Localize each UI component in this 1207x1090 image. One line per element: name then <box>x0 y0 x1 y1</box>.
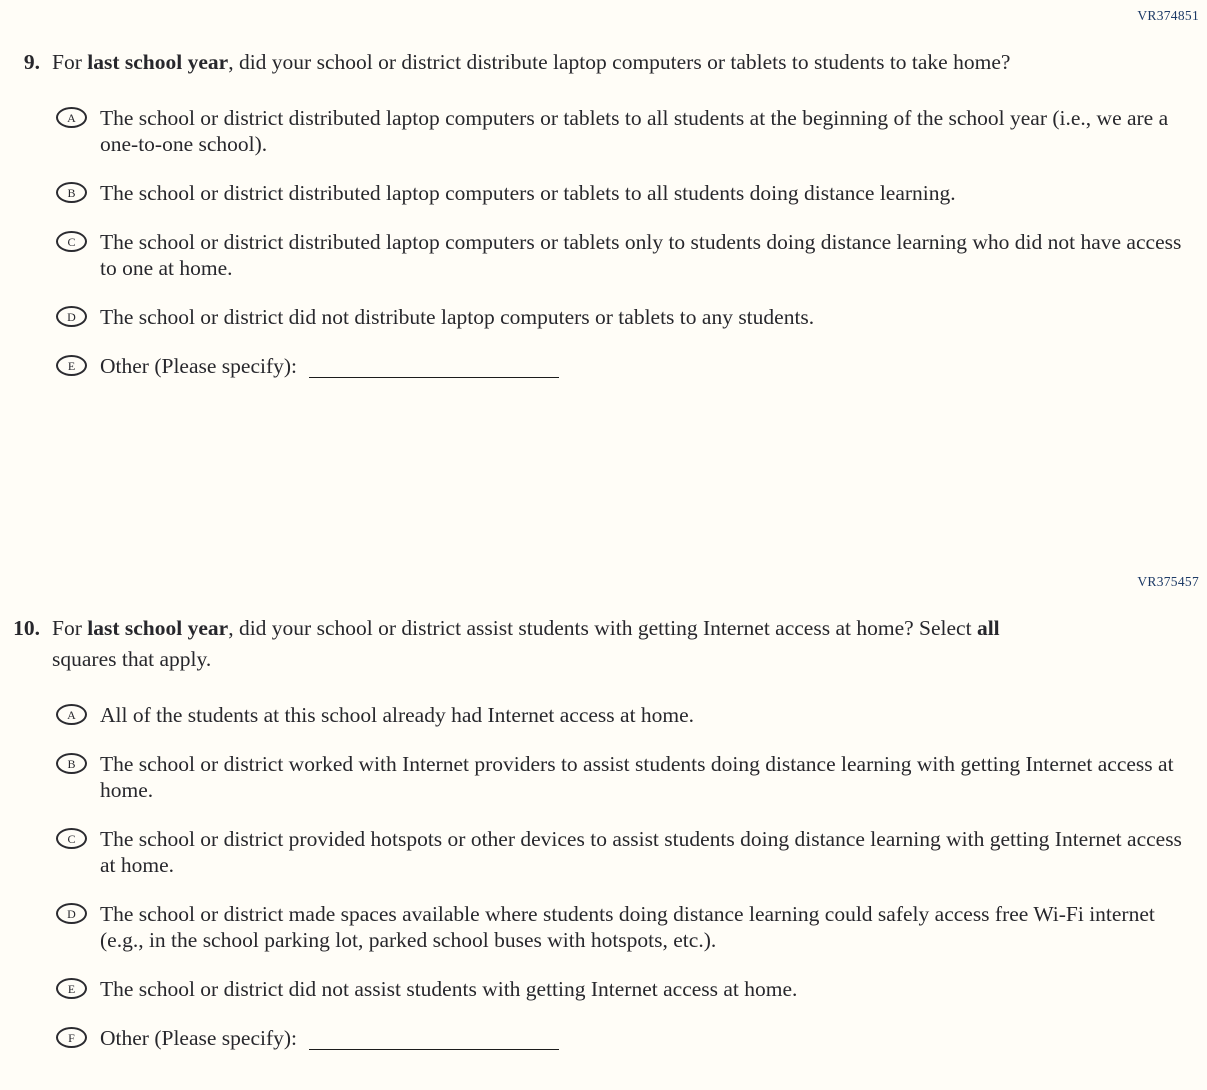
bubble-letter: C <box>67 234 76 249</box>
question-text-segment: last school year <box>87 616 229 640</box>
question-section <box>0 574 1207 1074</box>
question-text-segment: squares that apply. <box>52 647 212 671</box>
option-text <box>100 1025 559 1051</box>
option-text <box>100 702 694 728</box>
option-text <box>100 105 1184 157</box>
option-text <box>100 976 797 1002</box>
question-row <box>0 47 1207 78</box>
answer-options <box>0 702 1207 1051</box>
bubble-letter: A <box>67 110 76 125</box>
option-text-label: The school or district did not distribute laptop computers or tablets to any students. <box>100 305 815 329</box>
question-text-segment: all <box>976 616 1000 640</box>
question-text-segment: last school year <box>87 50 229 74</box>
option-text-label: The school or district made spaces available where students doing distance learning could safely access free Wi-Fi internet (e.g., in the school parking lot, parked school buses with hotspots, etc.). <box>100 902 1155 952</box>
form-code: VR374851 <box>1137 8 1199 23</box>
answer-bubble-F[interactable] <box>56 1027 87 1048</box>
question-text-segment: For <box>52 50 88 74</box>
answer-bubble-B[interactable] <box>56 182 87 203</box>
option-text-label: The school or district provided hotspots or other devices to assist students doing distance learning with getting Internet access at home. <box>100 827 1182 877</box>
other-specify-blank[interactable] <box>309 1030 559 1050</box>
bubble-letter: B <box>67 185 76 200</box>
answer-option <box>0 304 1207 330</box>
option-text-label: The school or district distributed laptop computers or tablets to all students doing distance learning. <box>100 181 956 205</box>
answer-bubble-C[interactable] <box>56 828 87 849</box>
bubble-letter: A <box>67 707 76 722</box>
answer-option <box>0 702 1207 728</box>
bubble-letter: F <box>68 1030 75 1045</box>
answer-option <box>0 105 1207 157</box>
question-row <box>0 613 1207 675</box>
answer-option <box>0 1025 1207 1051</box>
question-text-segment: , did your school or district assist students with getting Internet access at home? Select <box>228 616 977 640</box>
question-text-segment: For <box>52 616 88 640</box>
answer-bubble-A[interactable] <box>56 704 87 725</box>
question-number: 10. <box>13 616 40 640</box>
question-text <box>52 47 1010 78</box>
bubble-letter: E <box>67 981 76 996</box>
option-text-label: The school or district distributed laptop computers or tablets only to students doing distance learning who did not have access to one at home. <box>100 230 1182 280</box>
bubble-letter: B <box>67 756 76 771</box>
question-text <box>52 613 1057 675</box>
answer-option <box>0 353 1207 379</box>
option-text-label: Other (Please specify): <box>100 1026 298 1050</box>
answer-option <box>0 901 1207 953</box>
option-text <box>100 353 559 379</box>
bubble-letter: E <box>67 358 76 373</box>
question-number: 9. <box>23 50 40 74</box>
answer-option <box>0 751 1207 803</box>
option-text <box>100 826 1184 878</box>
form-code: VR375457 <box>1137 574 1199 589</box>
option-text <box>100 180 956 206</box>
option-text <box>100 901 1184 953</box>
answer-option <box>0 229 1207 281</box>
bubble-letter: D <box>67 309 76 324</box>
other-specify-blank[interactable] <box>309 358 559 378</box>
answer-bubble-B[interactable] <box>56 753 87 774</box>
option-text-label: The school or district did not assist students with getting Internet access at home. <box>100 977 798 1001</box>
bubble-letter: D <box>67 906 76 921</box>
option-text-label: Other (Please specify): <box>100 354 298 378</box>
answer-bubble-E[interactable] <box>56 978 87 999</box>
option-text <box>100 304 814 330</box>
answer-options <box>0 105 1207 379</box>
answer-option <box>0 826 1207 878</box>
answer-bubble-D[interactable] <box>56 903 87 924</box>
answer-bubble-D[interactable] <box>56 306 87 327</box>
option-text <box>100 229 1184 281</box>
answer-bubble-E[interactable] <box>56 355 87 376</box>
option-text-label: The school or district distributed laptop computers or tablets to all students at the beginning of the school year (i.e., we are a one-to-one school). <box>100 106 1169 156</box>
bubble-letter: C <box>67 831 76 846</box>
question-text-segment: , did your school or district distribute laptop computers or tablets to students to take home? <box>228 50 1011 74</box>
option-text-label: The school or district worked with Internet providers to assist students doing distance learning with getting Internet access at home. <box>100 752 1174 802</box>
answer-option <box>0 976 1207 1002</box>
answer-option <box>0 180 1207 206</box>
answer-bubble-A[interactable] <box>56 107 87 128</box>
option-text-label: All of the students at this school already had Internet access at home. <box>100 703 695 727</box>
question-section <box>0 8 1207 402</box>
answer-bubble-C[interactable] <box>56 231 87 252</box>
option-text <box>100 751 1184 803</box>
